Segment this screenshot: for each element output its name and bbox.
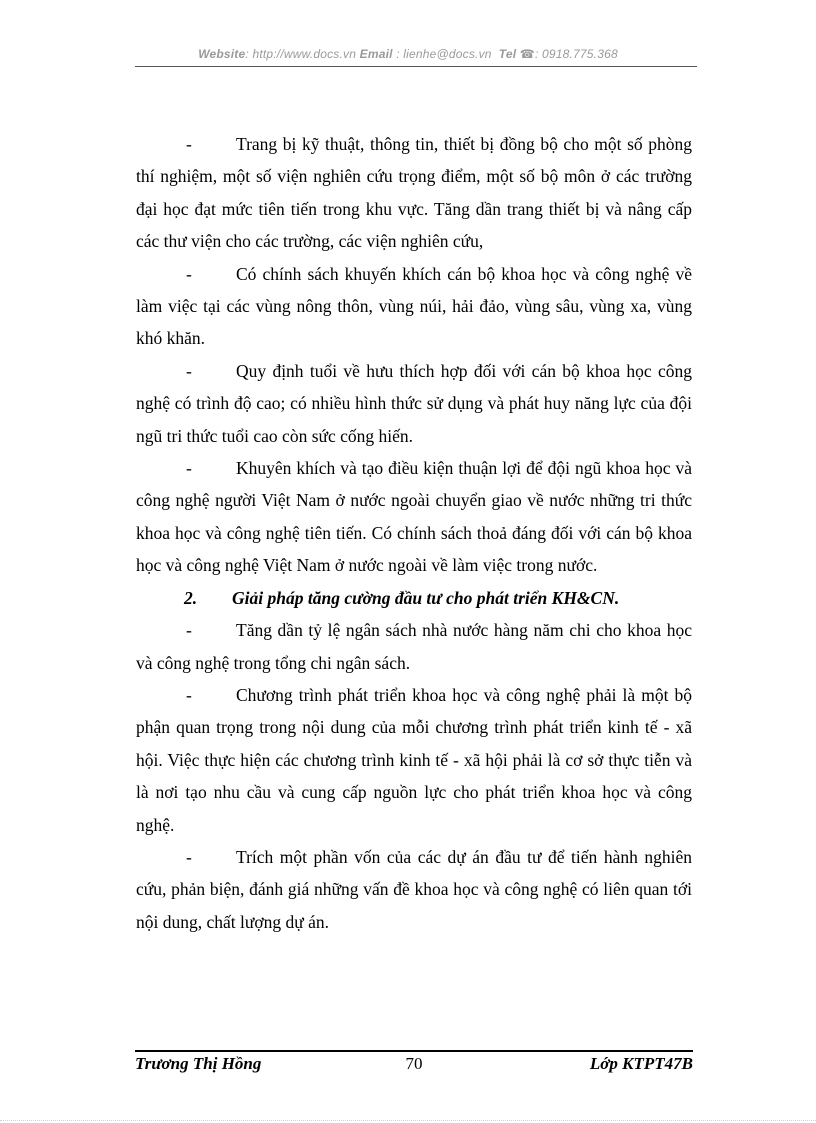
bullet-paragraph — [136, 355, 692, 452]
bullet-marker: - — [186, 684, 192, 705]
email-value: : lienhe@docs.vn — [396, 47, 492, 61]
paragraph-text: Có chính sách khuyến khích cán bộ khoa học và công nghệ về làm việc tại các vùng nông thôn, vùng núi, hải đảo, vùng sâu, vùng xa, vùng khó khăn. — [136, 263, 692, 349]
bullet-marker: - — [186, 620, 192, 641]
bullet-marker: - — [186, 360, 192, 381]
paragraph-text: Quy định tuổi về hưu thích hợp đối với cán bộ khoa học công nghệ có trình độ cao; có nhiều hình thức sử dụng và phát huy năng lực của đội ngũ tri thức tuổi cao còn sức cống hiến. — [136, 360, 692, 446]
bullet-marker: - — [186, 846, 192, 867]
section-heading — [136, 582, 692, 614]
page-header — [0, 47, 816, 61]
page-footer — [135, 1054, 693, 1080]
paragraph-text: Chương trình phát triển khoa học và công nghệ phải là một bộ phận quan trọng trong nội dung của mỗi chương trình phát triển kinh tế - xã hội. Việc thực hiện các chương trình kinh tế - xã hội phải là cơ sở thực tiễn và là nơi tạo nhu cầu và cung cấp nguồn lực cho phát triển khoa học và công nghệ. — [136, 684, 692, 835]
footer-author: Trương Thị Hồng — [135, 1054, 262, 1073]
paragraph-text: Trích một phần vốn của các dự án đầu tư để tiến hành nghiên cứu, phản biện, đánh giá những vấn đề khoa học và công nghệ có liên quan tới nội dung, chất lượng dự án. — [136, 846, 692, 932]
bullet-marker: - — [186, 134, 192, 154]
paragraph-text: Tăng dần tỷ lệ ngân sách nhà nước hàng năm chi cho khoa học và công nghệ trong tổng chi ngân sách. — [136, 620, 692, 673]
tel-label: Tel — [498, 47, 517, 61]
paragraph-text: Khuyên khích và tạo điều kiện thuận lợi để đội ngũ khoa học và công nghệ người Việt Nam ở nước ngoài chuyển giao về nước những tri thức khoa học và công nghệ tiên tiến. Có chính sách thoả đáng đối với cán bộ khoa học và công nghệ Việt Nam ở nước ngoài về làm việc trong nước. — [136, 458, 692, 576]
bullet-marker: - — [186, 263, 192, 284]
section-number: 2. — [184, 587, 198, 608]
bullet-paragraph — [136, 128, 692, 258]
website-value: : http://www.docs.vn — [245, 47, 357, 61]
bullet-paragraph — [136, 452, 692, 582]
section-title: Giải pháp tăng cường đầu tư cho phát triển KH&CN. — [232, 587, 620, 608]
bullet-paragraph — [136, 841, 692, 938]
website-label: Website — [198, 47, 246, 61]
email-label: Email — [359, 47, 393, 61]
tel-value: : 0918.775.368 — [534, 47, 618, 61]
bullet-paragraph — [136, 614, 692, 679]
footer-class: Lớp KTPT47B — [589, 1054, 693, 1073]
bullet-paragraph — [136, 679, 692, 841]
footer-divider — [135, 1050, 693, 1052]
page-bottom-edge — [0, 1120, 816, 1121]
phone-icon: ☎ — [519, 47, 535, 61]
page-number: 70 — [405, 1054, 423, 1073]
bullet-marker: - — [186, 458, 192, 479]
bullet-paragraph — [136, 258, 692, 355]
paragraph-text: Trang bị kỹ thuật, thông tin, thiết bị đồng bộ cho một số phòng thí nghiệm, một số viện nghiên cứu trọng điểm, một số bộ môn ở các trường đại học đạt mức tiên tiến trong khu vực. Tăng dần trang thiết bị và nâng cấp các thư viện cho các trường, các viện nghiên cứu, — [136, 134, 692, 252]
header-divider — [135, 66, 697, 67]
document-body — [136, 128, 692, 938]
